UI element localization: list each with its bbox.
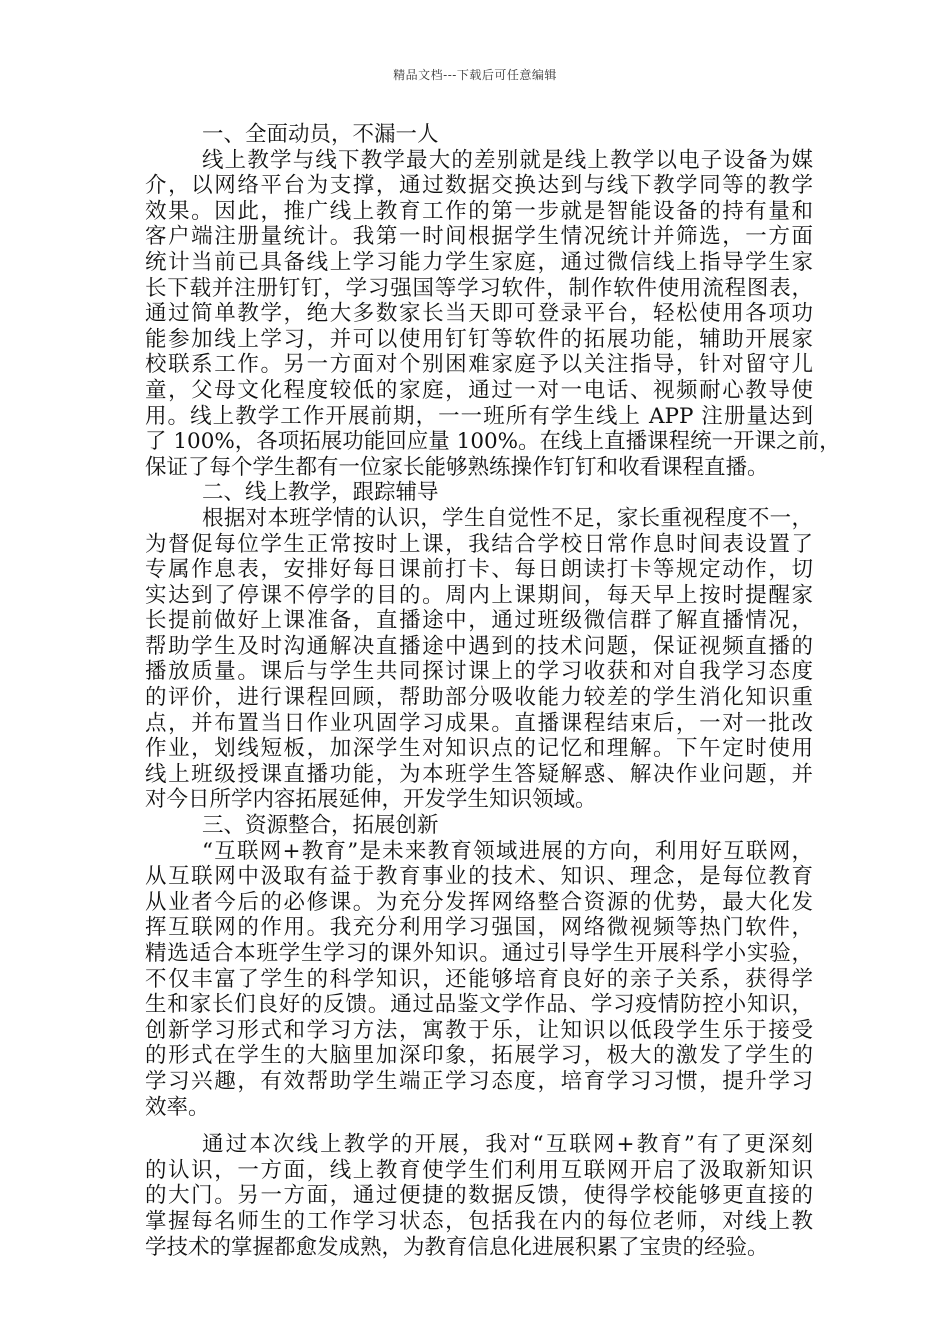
text-line: 专属作息表，安排好每日课前打卡、每日朗读打卡等规定动作，切 [145, 557, 813, 583]
text-line: 保证了每个学生都有一位家长能够熟练操作钉钉和收看课程直播。 [145, 454, 769, 480]
text-line: 客户端注册量统计。我第一时间根据学生情况统计并筛选，一方面 [145, 224, 813, 250]
text-line: 掌握每名师生的工作学习状态，包括我在内的每位老师，对线上教 [145, 1208, 813, 1234]
text-line: 通过简单教学，绝大多数家长当天即可登录平台，轻松使用各项功 [145, 301, 813, 327]
text-line: 实达到了停课不停学的目的。周内上课期间，每天早上按时提醒家 [145, 582, 813, 608]
section-heading: 一、全面动员，不漏一人 [202, 122, 439, 147]
text-line: 生和家长们良好的反馈。通过品鉴文学作品、学习疫情防控小知识， [145, 992, 813, 1018]
text-line: 精选适合本班学生学习的课外知识。通过引导学生开展科学小实验， [145, 941, 813, 966]
text-line: 校联系工作。另一方面对个别困难家庭予以关注指导，针对留守儿 [145, 352, 813, 378]
paragraph-gap [145, 1120, 813, 1132]
text-line: 用。线上教学工作开展前期，一一班所有学生线上 APP 注册量达到 [145, 403, 813, 429]
text-line: 介，以网络平台为支撑，通过数据交换达到与线下教学同等的教学 [145, 173, 813, 199]
section-heading: 三、资源整合，拓展创新 [202, 813, 439, 839]
text-line: 从业者今后的必修课。为充分发挥网络整合资源的优势，最大化发 [145, 889, 813, 915]
text-line: 帮助学生及时沟通解决直播途中遇到的技术问题，保证视频直播的 [145, 633, 813, 659]
document-body [145, 122, 841, 1260]
text-line: 效果。因此，推广线上教育工作的第一步就是智能设备的持有量和 [145, 198, 813, 224]
text-line: 学习兴趣，有效帮助学生端正学习态度，培育学习习惯，提升学习 [145, 1068, 813, 1094]
text-line: “互联网+教育”是未来教育领域进展的方向，利用好互联网， [202, 838, 813, 864]
document-header-note: 精品文档---下载后可任意编辑 [393, 68, 557, 82]
text-line: 了 100%，各项拓展功能回应量 100%。在线上直播课程统一开课之前， [145, 429, 841, 455]
text-line: 为督促每位学生正常按时上课，我结合学校日常作息时间表设置了 [145, 531, 813, 557]
text-line: 对今日所学内容拓展延伸，开发学生知识领域。 [145, 787, 597, 813]
text-line: 点，并布置当日作业巩固学习成果。直播课程结束后，一对一批改 [145, 710, 813, 736]
text-line: 作业，划线短板，加深学生对知识点的记忆和理解。下午定时使用 [145, 736, 813, 762]
text-line: 播放质量。课后与学生共同探讨课上的学习收获和对自我学习态度 [145, 659, 813, 685]
text-line: 能参加线上学习，并可以使用钉钉等软件的拓展功能，辅助开展家 [145, 326, 813, 352]
section-heading: 二、线上教学，跟踪辅导 [202, 480, 439, 506]
text-line: 学技术的掌握都愈发成熟，为教育信息化进展积累了宝贵的经验。 [145, 1234, 769, 1260]
text-line: 统计当前已具备线上学习能力学生家庭，通过微信线上指导学生家 [145, 249, 813, 275]
text-line: 长提前做好上课准备，直播途中，通过班级微信群了解直播情况， [145, 608, 813, 634]
text-line: 创新学习形式和学习方法，寓教于乐，让知识以低段学生乐于接受 [145, 1017, 813, 1043]
text-line: 通过本次线上教学的开展，我对“互联网+教育”有了更深刻 [202, 1132, 813, 1158]
text-line: 童，父母文化程度较低的家庭，通过一对一电话、视频耐心教导使 [145, 377, 813, 403]
text-line: 的大门。另一方面，通过便捷的数据反馈，使得学校能够更直接的 [145, 1183, 813, 1209]
text-line: 线上班级授课直播功能，为本班学生答疑解惑、解决作业问题，并 [145, 761, 813, 787]
text-line: 挥互联网的作用。我充分利用学习强国，网络微视频等热门软件， [145, 915, 813, 941]
text-line: 的形式在学生的大脑里加深印象，拓展学习，极大的激发了学生的 [145, 1043, 813, 1069]
text-line: 根据对本班学情的认识，学生自觉性不足，家长重视程度不一， [202, 505, 813, 531]
text-line: 长下载并注册钉钉，学习强国等学习软件，制作软件使用流程图表， [145, 275, 813, 301]
text-line: 从互联网中汲取有益于教育事业的技术、知识、理念，是每位教育 [145, 864, 813, 890]
text-line: 的认识，一方面，线上教育使学生们利用互联网开启了汲取新知识 [145, 1157, 813, 1183]
text-line: 效率。 [145, 1094, 210, 1120]
text-line: 的评价，进行课程回顾，帮助部分吸收能力较差的学生消化知识重 [145, 685, 813, 711]
text-line: 不仅丰富了学生的科学知识，还能够培育良好的亲子关系，获得学 [145, 966, 813, 992]
text-line: 线上教学与线下教学最大的差别就是线上教学以电子设备为媒 [202, 147, 813, 173]
